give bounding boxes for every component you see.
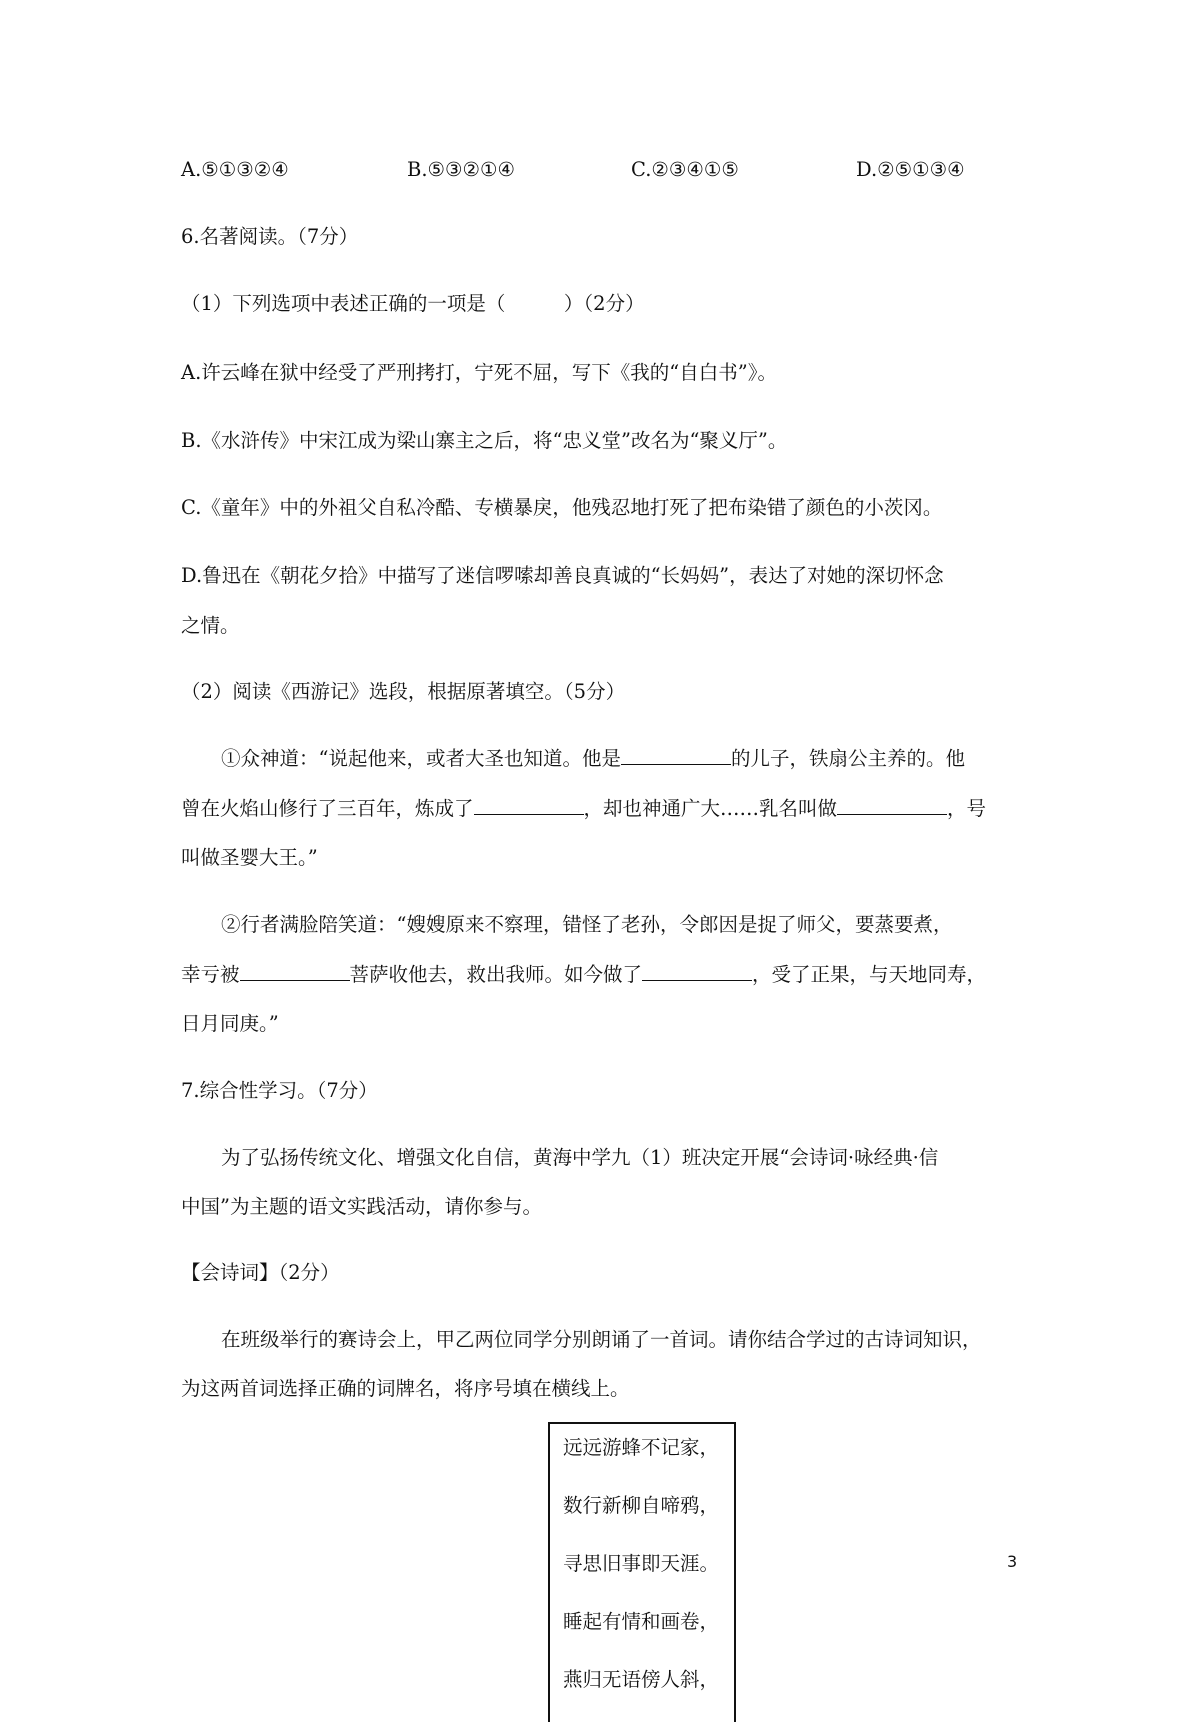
q6-passage1-line2 [181, 795, 1021, 822]
poem-line-4: 睡起有情和画卷， [563, 1610, 720, 1633]
passage-text: 菩萨收他去，救出我师。如今做了 [349, 963, 643, 986]
q7-title: 7.综合性学习。（7分） [181, 1079, 378, 1102]
passage-text: ，号 [947, 797, 987, 820]
passage-text: ，却也神通广大……乳名叫做 [583, 797, 838, 820]
q6-option-b: B.《水浒传》中宋江成为梁山寨主之后，将“忠义堂”改名为“聚义厅”。 [181, 429, 788, 452]
passage-text: 曾在火焰山修行了三百年，炼成了 [181, 797, 474, 820]
q6-sub2: （2）阅读《西游记》选段，根据原著填空。（5分） [181, 680, 626, 703]
fill-blank[interactable] [837, 796, 947, 815]
fill-blank[interactable] [240, 962, 350, 981]
q5-option-b: B.⑤③②①④ [407, 158, 515, 181]
q7-intro-line2: 中国”为主题的语文实践活动，请你参与。 [181, 1195, 542, 1218]
q6-passage2-line3: 日月同庚。” [181, 1012, 279, 1035]
fill-blank[interactable] [621, 746, 731, 765]
poem-line-5: 燕归无语傍人斜， [563, 1668, 720, 1691]
q5-option-c: C.②③④①⑤ [631, 158, 739, 181]
passage-text: 幸亏被 [181, 963, 240, 986]
q5-option-d: D.②⑤①③④ [856, 158, 965, 181]
q6-option-d-line2: 之情。 [181, 614, 240, 637]
passage-text: ①众神道：“说起他来，或者大圣也知道。他是 [221, 747, 621, 770]
q6-passage2-line1: ②行者满脸陪笑道：“嫂嫂原来不察理，错怪了老孙，令郎因是捉了师父，要蒸要煮， [221, 913, 953, 936]
q6-option-c: C.《童年》中的外祖父自私冷酷、专横暴戾，他残忍地打死了把布染错了颜色的小茨冈。 [181, 496, 943, 519]
q6-passage2-line2 [181, 961, 1021, 988]
page-number: 3 [1007, 1552, 1018, 1571]
q7-intro-line1: 为了弘扬传统文化、增强文化自信，黄海中学九（1）班决定开展“会诗词·咏经典·信 [221, 1146, 939, 1169]
q6-sub1: （1）下列选项中表述正确的一项是（ ）（2分） [181, 292, 645, 315]
passage-text: 的儿子，铁扇公主养的。他 [730, 747, 965, 770]
passage-text: ，受了正果，与天地同寿， [752, 963, 987, 986]
fill-blank[interactable] [474, 796, 584, 815]
q6-option-a: A.许云峰在狱中经受了严刑拷打，宁死不屈，写下《我的“自白书”》。 [181, 361, 777, 384]
q5-option-a: A.⑤①③②④ [181, 158, 289, 181]
q7-section-heading: 【会诗词】（2分） [181, 1261, 340, 1284]
poem-line-3: 寻思旧事即天涯。 [563, 1552, 720, 1575]
fill-blank[interactable] [642, 962, 752, 981]
q6-title: 6.名著阅读。（7分） [181, 225, 359, 248]
q7-desc-line1: 在班级举行的赛诗会上，甲乙两位同学分别朗诵了一首词。请你结合学过的古诗词知识， [221, 1328, 982, 1351]
q7-desc-line2: 为这两首词选择正确的词牌名，将序号填在横线上。 [181, 1377, 630, 1400]
poem-line-1: 远远游蜂不记家， [563, 1436, 720, 1459]
q6-passage1-line3: 叫做圣婴大王。” [181, 846, 318, 869]
poem-line-2: 数行新柳自啼鸦， [563, 1494, 720, 1517]
q6-passage1-line1 [181, 745, 1061, 772]
q6-option-d-line1: D.鲁迅在《朝花夕拾》中描写了迷信啰嗦却善良真诚的“长妈妈”，表达了对她的深切怀念 [181, 564, 944, 587]
